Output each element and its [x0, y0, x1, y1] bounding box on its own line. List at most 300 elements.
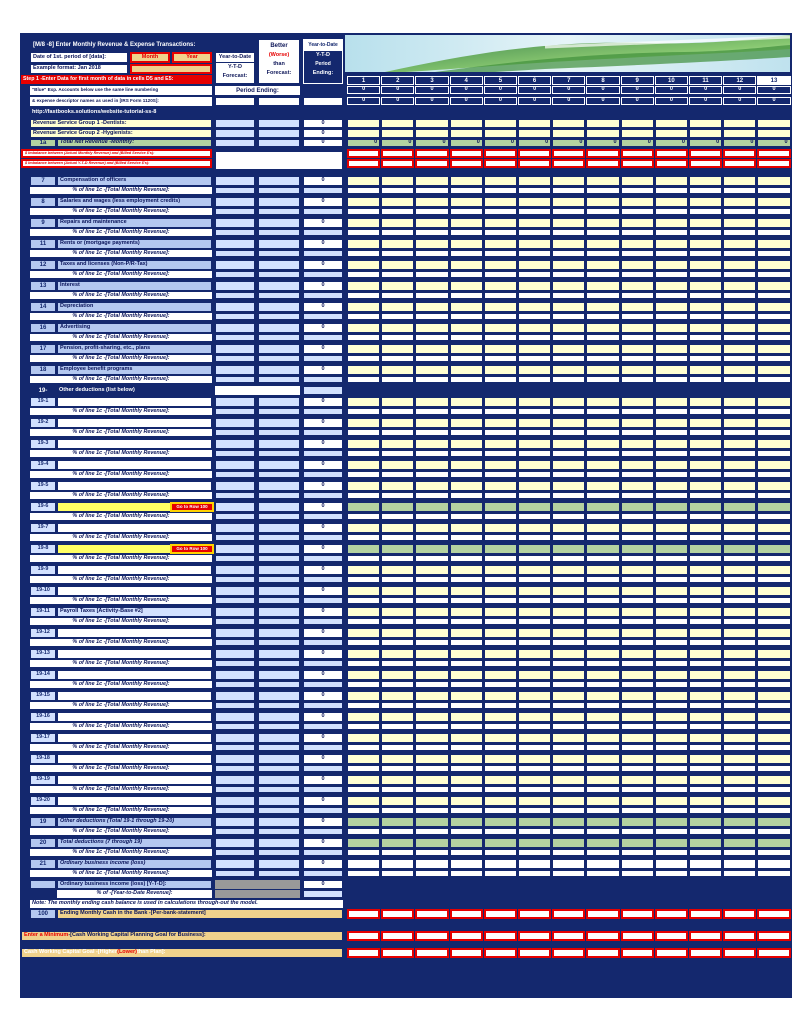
- expense-line-19-5-cell-3[interactable]: [415, 481, 448, 491]
- expense-line-19-17-cell-5[interactable]: [484, 733, 517, 743]
- expense-line-9-cell-6[interactable]: [518, 218, 551, 228]
- expense-line-19-14-cell-12[interactable]: [723, 670, 756, 680]
- expense-line-19-1-pct-cell-6[interactable]: [518, 408, 551, 415]
- expense-line-19-16-cell-12[interactable]: [723, 712, 756, 722]
- expense-line-19-19-pct-cell-7[interactable]: [552, 786, 585, 793]
- expense-line-18-pct-cell-12[interactable]: [723, 376, 756, 383]
- expense-line-12-cell-8[interactable]: [586, 260, 619, 270]
- expense-line-19-6-cell-12[interactable]: [723, 502, 756, 512]
- expense-line-14-pct-cell-3[interactable]: [415, 313, 448, 320]
- expense-line-19-11-pct-cell-11[interactable]: [689, 618, 722, 625]
- expense-line-8-pct-cell-6[interactable]: [518, 208, 551, 215]
- expense-line-9-pct-cell-5[interactable]: [484, 229, 517, 236]
- total-line-21-cell-13[interactable]: [757, 859, 790, 869]
- expense-line-19-3-pct-cell-7[interactable]: [552, 450, 585, 457]
- expense-line-19-2-pct-cell-6[interactable]: [518, 429, 551, 436]
- expense-line-16-pct-cell-1[interactable]: [347, 334, 380, 341]
- expense-line-19-1-cell-11[interactable]: [689, 397, 722, 407]
- expense-line-11-pct-cell-7[interactable]: [552, 250, 585, 257]
- expense-line-19-5-cell-8[interactable]: [586, 481, 619, 491]
- expense-line-19-11-cell-2[interactable]: [381, 607, 414, 617]
- expense-line-19-4-pct-cell-1[interactable]: [347, 471, 380, 478]
- expense-line-19-4-pct-cell-5[interactable]: [484, 471, 517, 478]
- expense-line-19-2-cell-10[interactable]: [655, 418, 688, 428]
- expense-line-19-11-cell-11[interactable]: [689, 607, 722, 617]
- expense-line-19-20-cell-8[interactable]: [586, 796, 619, 806]
- expense-line-19-3-pct-cell-5[interactable]: [484, 450, 517, 457]
- expense-line-18-pct-cell-11[interactable]: [689, 376, 722, 383]
- total-line-19-pct-cell-8[interactable]: [586, 828, 619, 835]
- expense-line-19-11-cell-1[interactable]: [347, 607, 380, 617]
- total-line-20-cell-10[interactable]: [655, 838, 688, 848]
- expense-line-16-cell-6[interactable]: [518, 323, 551, 333]
- expense-line-19-18-cell-4[interactable]: [450, 754, 483, 764]
- expense-line-19-5-pct-cell-8[interactable]: [586, 492, 619, 499]
- expense-line-19-10-pct-cell-9[interactable]: [621, 597, 654, 604]
- expense-line-19-14-pct-cell-12[interactable]: [723, 681, 756, 688]
- expense-line-17-pct-cell-12[interactable]: [723, 355, 756, 362]
- expense-line-19-17-cell-4[interactable]: [450, 733, 483, 743]
- expense-line-19-7-cell-1[interactable]: [347, 523, 380, 533]
- expense-line-19-11-cell-9[interactable]: [621, 607, 654, 617]
- expense-line-9-cell-8[interactable]: [586, 218, 619, 228]
- expense-line-11-pct-cell-4[interactable]: [450, 250, 483, 257]
- expense-line-14-cell-4[interactable]: [450, 302, 483, 312]
- expense-line-19-5-cell-4[interactable]: [450, 481, 483, 491]
- expense-line-19-9-cell-2[interactable]: [381, 565, 414, 575]
- expense-line-19-13-cell-1[interactable]: [347, 649, 380, 659]
- total-line-20-pct-cell-3[interactable]: [415, 849, 448, 856]
- expense-line-19-9-cell-11[interactable]: [689, 565, 722, 575]
- expense-line-19-11-pct-cell-12[interactable]: [723, 618, 756, 625]
- expense-line-12-pct-cell-2[interactable]: [381, 271, 414, 278]
- expense-line-19-15-cell-1[interactable]: [347, 691, 380, 701]
- expense-line-13-pct-cell-8[interactable]: [586, 292, 619, 299]
- min-cash-goal-cell-1[interactable]: [347, 931, 380, 941]
- expense-line-19-20-cell-9[interactable]: [621, 796, 654, 806]
- expense-line-12-cell-11[interactable]: [689, 260, 722, 270]
- expense-line-19-14-pct-cell-5[interactable]: [484, 681, 517, 688]
- expense-line-19-7-pct-cell-6[interactable]: [518, 534, 551, 541]
- expense-line-19-18-cell-12[interactable]: [723, 754, 756, 764]
- expense-line-8-cell-11[interactable]: [689, 197, 722, 207]
- expense-line-19-14-pct-cell-9[interactable]: [621, 681, 654, 688]
- expense-line-19-1-cell-10[interactable]: [655, 397, 688, 407]
- expense-line-19-8-pct-cell-10[interactable]: [655, 555, 688, 562]
- expense-line-9-cell-13[interactable]: [757, 218, 790, 228]
- expense-line-19-13-pct-cell-5[interactable]: [484, 660, 517, 667]
- expense-line-18-pct-cell-6[interactable]: [518, 376, 551, 383]
- revenue-group1-cell-4[interactable]: [450, 119, 483, 128]
- expense-line-19-6-cell-11[interactable]: [689, 502, 722, 512]
- expense-line-19-12-cell-1[interactable]: [347, 628, 380, 638]
- line-100-cell-3[interactable]: [415, 909, 448, 919]
- expense-line-12-pct-cell-5[interactable]: [484, 271, 517, 278]
- expense-line-19-14-cell-11[interactable]: [689, 670, 722, 680]
- expense-line-7-cell-13[interactable]: [757, 176, 790, 186]
- expense-line-18-cell-3[interactable]: [415, 365, 448, 375]
- expense-line-19-9-cell-8[interactable]: [586, 565, 619, 575]
- expense-line-19-20-pct-cell-4[interactable]: [450, 807, 483, 814]
- expense-line-12-cell-9[interactable]: [621, 260, 654, 270]
- expense-line-11-cell-7[interactable]: [552, 239, 585, 249]
- revenue-group2-cell-4[interactable]: [450, 129, 483, 138]
- expense-line-19-3-pct-cell-9[interactable]: [621, 450, 654, 457]
- min-cash-goal-cell-3[interactable]: [415, 931, 448, 941]
- expense-line-19-5-pct-cell-7[interactable]: [552, 492, 585, 499]
- expense-line-11-cell-9[interactable]: [621, 239, 654, 249]
- date-entry-cell[interactable]: [130, 64, 212, 74]
- expense-line-12-pct-cell-7[interactable]: [552, 271, 585, 278]
- expense-line-14-pct-cell-13[interactable]: [757, 313, 790, 320]
- expense-line-8-cell-12[interactable]: [723, 197, 756, 207]
- expense-line-19-4-pct-cell-7[interactable]: [552, 471, 585, 478]
- expense-line-19-5-cell-1[interactable]: [347, 481, 380, 491]
- expense-line-17-cell-8[interactable]: [586, 344, 619, 354]
- expense-line-7-cell-6[interactable]: [518, 176, 551, 186]
- expense-line-19-4-cell-6[interactable]: [518, 460, 551, 470]
- expense-line-19-6-goto-button[interactable]: Go to Row 100: [170, 502, 214, 512]
- expense-line-19-16-pct-cell-6[interactable]: [518, 723, 551, 730]
- expense-line-19-20-pct-cell-2[interactable]: [381, 807, 414, 814]
- expense-line-19-16-pct-cell-13[interactable]: [757, 723, 790, 730]
- expense-line-19-9-cell-1[interactable]: [347, 565, 380, 575]
- expense-line-19-15-pct-cell-13[interactable]: [757, 702, 790, 709]
- expense-line-19-8-cell-8[interactable]: [586, 544, 619, 554]
- expense-line-19-12-pct-cell-12[interactable]: [723, 639, 756, 646]
- revenue-group1-cell-13[interactable]: [757, 119, 790, 128]
- expense-line-13-pct-cell-5[interactable]: [484, 292, 517, 299]
- expense-line-19-1-label[interactable]: [57, 397, 212, 407]
- expense-line-19-2-pct-cell-5[interactable]: [484, 429, 517, 436]
- expense-line-14-pct-cell-9[interactable]: [621, 313, 654, 320]
- expense-line-18-pct-cell-10[interactable]: [655, 376, 688, 383]
- total-line-21-pct-cell-13[interactable]: [757, 870, 790, 877]
- expense-line-19-16-cell-8[interactable]: [586, 712, 619, 722]
- expense-line-8-pct-cell-4[interactable]: [450, 208, 483, 215]
- expense-line-19-16-label[interactable]: [57, 712, 212, 722]
- expense-line-7-pct-cell-13[interactable]: [757, 187, 790, 194]
- expense-line-19-11-pct-cell-3[interactable]: [415, 618, 448, 625]
- expense-line-9-cell-9[interactable]: [621, 218, 654, 228]
- expense-line-11-cell-5[interactable]: [484, 239, 517, 249]
- expense-line-8-cell-5[interactable]: [484, 197, 517, 207]
- expense-line-9-cell-5[interactable]: [484, 218, 517, 228]
- cash-goal-cell-11[interactable]: [689, 948, 722, 958]
- expense-line-19-9-label[interactable]: [57, 565, 212, 575]
- expense-line-19-15-pct-cell-10[interactable]: [655, 702, 688, 709]
- expense-line-19-11-cell-3[interactable]: [415, 607, 448, 617]
- expense-line-9-cell-1[interactable]: [347, 218, 380, 228]
- expense-line-19-13-label[interactable]: [57, 649, 212, 659]
- expense-line-19-9-pct-cell-8[interactable]: [586, 576, 619, 583]
- expense-line-19-18-pct-cell-8[interactable]: [586, 765, 619, 772]
- total-line-21-pct-cell-1[interactable]: [347, 870, 380, 877]
- expense-line-17-pct-cell-1[interactable]: [347, 355, 380, 362]
- expense-line-19-14-pct-cell-10[interactable]: [655, 681, 688, 688]
- expense-line-16-pct-cell-9[interactable]: [621, 334, 654, 341]
- expense-line-19-15-cell-12[interactable]: [723, 691, 756, 701]
- total-line-21-cell-6[interactable]: [518, 859, 551, 869]
- total-line-20-pct-cell-11[interactable]: [689, 849, 722, 856]
- expense-line-18-cell-1[interactable]: [347, 365, 380, 375]
- imbalance-monthly-cell-2[interactable]: [381, 149, 414, 158]
- expense-line-19-10-pct-cell-6[interactable]: [518, 597, 551, 604]
- expense-line-9-cell-7[interactable]: [552, 218, 585, 228]
- expense-line-14-pct-cell-10[interactable]: [655, 313, 688, 320]
- expense-line-19-15-cell-9[interactable]: [621, 691, 654, 701]
- expense-line-19-8-pct-cell-13[interactable]: [757, 555, 790, 562]
- imbalance-ytd-cell-7[interactable]: [552, 159, 585, 168]
- cash-goal-cell-8[interactable]: [586, 948, 619, 958]
- expense-line-19-13-cell-12[interactable]: [723, 649, 756, 659]
- total-line-19-cell-3[interactable]: [415, 817, 448, 827]
- expense-line-19-9-pct-cell-7[interactable]: [552, 576, 585, 583]
- expense-line-19-3-cell-5[interactable]: [484, 439, 517, 449]
- expense-line-19-9-pct-cell-1[interactable]: [347, 576, 380, 583]
- expense-line-19-9-cell-5[interactable]: [484, 565, 517, 575]
- expense-line-17-cell-11[interactable]: [689, 344, 722, 354]
- total-line-19-pct-cell-2[interactable]: [381, 828, 414, 835]
- min-cash-goal-cell-9[interactable]: [621, 931, 654, 941]
- year-input[interactable]: Year: [172, 52, 212, 63]
- expense-line-8-cell-13[interactable]: [757, 197, 790, 207]
- total-line-20-cell-5[interactable]: [484, 838, 517, 848]
- expense-line-19-7-cell-5[interactable]: [484, 523, 517, 533]
- expense-line-7-pct-cell-7[interactable]: [552, 187, 585, 194]
- expense-line-8-cell-4[interactable]: [450, 197, 483, 207]
- expense-line-13-cell-7[interactable]: [552, 281, 585, 291]
- line-100-cell-13[interactable]: [757, 909, 790, 919]
- expense-line-19-6-cell-10[interactable]: [655, 502, 688, 512]
- expense-line-16-pct-cell-11[interactable]: [689, 334, 722, 341]
- expense-line-19-14-pct-cell-2[interactable]: [381, 681, 414, 688]
- expense-line-8-pct-cell-10[interactable]: [655, 208, 688, 215]
- expense-line-19-19-pct-cell-6[interactable]: [518, 786, 551, 793]
- expense-line-19-8-pct-cell-8[interactable]: [586, 555, 619, 562]
- expense-line-9-pct-cell-11[interactable]: [689, 229, 722, 236]
- expense-line-19-10-cell-11[interactable]: [689, 586, 722, 596]
- total-line-19-pct-cell-12[interactable]: [723, 828, 756, 835]
- expense-line-7-cell-8[interactable]: [586, 176, 619, 186]
- expense-line-19-20-cell-6[interactable]: [518, 796, 551, 806]
- line-100-cell-8[interactable]: [586, 909, 619, 919]
- expense-line-19-5-pct-cell-2[interactable]: [381, 492, 414, 499]
- revenue-group2-cell-10[interactable]: [655, 129, 688, 138]
- expense-line-19-3-cell-13[interactable]: [757, 439, 790, 449]
- expense-line-14-pct-cell-4[interactable]: [450, 313, 483, 320]
- month-input[interactable]: Month: [130, 52, 170, 63]
- expense-line-19-2-cell-4[interactable]: [450, 418, 483, 428]
- expense-line-19-2-pct-cell-1[interactable]: [347, 429, 380, 436]
- expense-line-19-1-pct-cell-4[interactable]: [450, 408, 483, 415]
- expense-line-19-14-cell-10[interactable]: [655, 670, 688, 680]
- expense-line-8-cell-10[interactable]: [655, 197, 688, 207]
- expense-line-19-15-cell-13[interactable]: [757, 691, 790, 701]
- total-line-19-cell-1[interactable]: [347, 817, 380, 827]
- imbalance-ytd-cell-4[interactable]: [450, 159, 483, 168]
- expense-line-17-cell-5[interactable]: [484, 344, 517, 354]
- total-line-21-cell-11[interactable]: [689, 859, 722, 869]
- expense-line-19-2-pct-cell-12[interactable]: [723, 429, 756, 436]
- cash-goal-cell-5[interactable]: [484, 948, 517, 958]
- expense-line-19-16-cell-5[interactable]: [484, 712, 517, 722]
- expense-line-18-cell-4[interactable]: [450, 365, 483, 375]
- expense-line-19-17-cell-10[interactable]: [655, 733, 688, 743]
- expense-line-19-16-pct-cell-12[interactable]: [723, 723, 756, 730]
- total-line-20-cell-4[interactable]: [450, 838, 483, 848]
- expense-line-19-10-pct-cell-10[interactable]: [655, 597, 688, 604]
- expense-line-19-11-pct-cell-13[interactable]: [757, 618, 790, 625]
- total-line-21-pct-cell-12[interactable]: [723, 870, 756, 877]
- cash-goal-cell-4[interactable]: [450, 948, 483, 958]
- expense-line-19-14-pct-cell-3[interactable]: [415, 681, 448, 688]
- expense-line-19-17-cell-7[interactable]: [552, 733, 585, 743]
- expense-line-19-15-cell-2[interactable]: [381, 691, 414, 701]
- total-line-19-cell-9[interactable]: [621, 817, 654, 827]
- expense-line-19-18-pct-cell-3[interactable]: [415, 765, 448, 772]
- expense-line-19-3-cell-10[interactable]: [655, 439, 688, 449]
- expense-line-19-19-pct-cell-10[interactable]: [655, 786, 688, 793]
- expense-line-19-14-pct-cell-11[interactable]: [689, 681, 722, 688]
- expense-line-19-16-pct-cell-2[interactable]: [381, 723, 414, 730]
- expense-line-14-pct-cell-8[interactable]: [586, 313, 619, 320]
- expense-line-19-18-cell-3[interactable]: [415, 754, 448, 764]
- expense-line-19-6-pct-cell-10[interactable]: [655, 513, 688, 520]
- expense-line-19-19-cell-4[interactable]: [450, 775, 483, 785]
- expense-line-19-18-cell-9[interactable]: [621, 754, 654, 764]
- total-line-20-cell-11[interactable]: [689, 838, 722, 848]
- expense-line-17-cell-1[interactable]: [347, 344, 380, 354]
- expense-line-13-cell-10[interactable]: [655, 281, 688, 291]
- expense-line-11-pct-cell-3[interactable]: [415, 250, 448, 257]
- line-100-cell-9[interactable]: [621, 909, 654, 919]
- expense-line-19-11-cell-5[interactable]: [484, 607, 517, 617]
- expense-line-19-5-pct-cell-11[interactable]: [689, 492, 722, 499]
- expense-line-19-17-pct-cell-11[interactable]: [689, 744, 722, 751]
- expense-line-19-12-cell-4[interactable]: [450, 628, 483, 638]
- expense-line-13-cell-1[interactable]: [347, 281, 380, 291]
- expense-line-7-pct-cell-11[interactable]: [689, 187, 722, 194]
- expense-line-19-12-pct-cell-13[interactable]: [757, 639, 790, 646]
- expense-line-19-5-pct-cell-1[interactable]: [347, 492, 380, 499]
- expense-line-19-18-cell-13[interactable]: [757, 754, 790, 764]
- expense-line-19-12-cell-2[interactable]: [381, 628, 414, 638]
- expense-line-14-cell-8[interactable]: [586, 302, 619, 312]
- expense-line-19-17-pct-cell-8[interactable]: [586, 744, 619, 751]
- min-cash-goal-cell-7[interactable]: [552, 931, 585, 941]
- expense-line-19-6-pct-cell-2[interactable]: [381, 513, 414, 520]
- expense-line-13-cell-3[interactable]: [415, 281, 448, 291]
- expense-line-19-4-pct-cell-2[interactable]: [381, 471, 414, 478]
- expense-line-19-12-cell-3[interactable]: [415, 628, 448, 638]
- total-line-19-pct-cell-11[interactable]: [689, 828, 722, 835]
- expense-line-7-pct-cell-4[interactable]: [450, 187, 483, 194]
- expense-line-7-cell-9[interactable]: [621, 176, 654, 186]
- total-line-21-cell-7[interactable]: [552, 859, 585, 869]
- expense-line-19-3-cell-3[interactable]: [415, 439, 448, 449]
- expense-line-19-11-cell-12[interactable]: [723, 607, 756, 617]
- total-line-21-cell-4[interactable]: [450, 859, 483, 869]
- total-line-19-cell-5[interactable]: [484, 817, 517, 827]
- expense-line-19-12-cell-12[interactable]: [723, 628, 756, 638]
- expense-line-19-3-cell-6[interactable]: [518, 439, 551, 449]
- expense-line-19-4-label[interactable]: [57, 460, 212, 470]
- expense-line-19-2-pct-cell-4[interactable]: [450, 429, 483, 436]
- expense-line-19-7-cell-6[interactable]: [518, 523, 551, 533]
- expense-line-19-2-pct-cell-3[interactable]: [415, 429, 448, 436]
- expense-line-19-8-pct-cell-6[interactable]: [518, 555, 551, 562]
- expense-line-19-4-cell-1[interactable]: [347, 460, 380, 470]
- min-cash-goal-cell-4[interactable]: [450, 931, 483, 941]
- expense-line-19-2-pct-cell-11[interactable]: [689, 429, 722, 436]
- expense-line-13-cell-8[interactable]: [586, 281, 619, 291]
- expense-line-18-cell-7[interactable]: [552, 365, 585, 375]
- expense-line-19-20-cell-2[interactable]: [381, 796, 414, 806]
- expense-line-19-9-pct-cell-6[interactable]: [518, 576, 551, 583]
- cash-goal-cell-12[interactable]: [723, 948, 756, 958]
- expense-line-19-17-cell-6[interactable]: [518, 733, 551, 743]
- expense-line-19-12-pct-cell-5[interactable]: [484, 639, 517, 646]
- total-line-20-pct-cell-10[interactable]: [655, 849, 688, 856]
- expense-line-19-12-pct-cell-3[interactable]: [415, 639, 448, 646]
- expense-line-19-10-pct-cell-7[interactable]: [552, 597, 585, 604]
- expense-line-19-8-cell-13[interactable]: [757, 544, 790, 554]
- expense-line-19-8-cell-5[interactable]: [484, 544, 517, 554]
- expense-line-19-19-cell-1[interactable]: [347, 775, 380, 785]
- total-line-19-cell-11[interactable]: [689, 817, 722, 827]
- expense-line-19-14-cell-2[interactable]: [381, 670, 414, 680]
- expense-line-19-3-pct-cell-1[interactable]: [347, 450, 380, 457]
- expense-line-19-4-cell-9[interactable]: [621, 460, 654, 470]
- expense-line-19-2-pct-cell-10[interactable]: [655, 429, 688, 436]
- expense-line-19-10-pct-cell-4[interactable]: [450, 597, 483, 604]
- expense-line-19-20-pct-cell-1[interactable]: [347, 807, 380, 814]
- expense-line-19-1-cell-5[interactable]: [484, 397, 517, 407]
- expense-line-19-7-pct-cell-5[interactable]: [484, 534, 517, 541]
- total-line-19-cell-13[interactable]: [757, 817, 790, 827]
- imbalance-monthly-cell-4[interactable]: [450, 149, 483, 158]
- expense-line-18-cell-6[interactable]: [518, 365, 551, 375]
- expense-line-9-pct-cell-6[interactable]: [518, 229, 551, 236]
- expense-line-19-2-cell-13[interactable]: [757, 418, 790, 428]
- expense-line-19-4-pct-cell-9[interactable]: [621, 471, 654, 478]
- expense-line-13-pct-cell-7[interactable]: [552, 292, 585, 299]
- expense-line-19-7-pct-cell-9[interactable]: [621, 534, 654, 541]
- expense-line-14-cell-5[interactable]: [484, 302, 517, 312]
- expense-line-19-12-pct-cell-10[interactable]: [655, 639, 688, 646]
- expense-line-19-11-label[interactable]: Payroll Taxes [Activity-Base #2]: [57, 607, 212, 617]
- expense-line-19-17-pct-cell-4[interactable]: [450, 744, 483, 751]
- imbalance-monthly-cell-7[interactable]: [552, 149, 585, 158]
- expense-line-19-17-pct-cell-12[interactable]: [723, 744, 756, 751]
- expense-line-14-cell-2[interactable]: [381, 302, 414, 312]
- expense-line-16-cell-10[interactable]: [655, 323, 688, 333]
- expense-line-19-9-cell-6[interactable]: [518, 565, 551, 575]
- expense-line-19-10-pct-cell-1[interactable]: [347, 597, 380, 604]
- expense-line-19-7-cell-3[interactable]: [415, 523, 448, 533]
- expense-line-19-20-pct-cell-11[interactable]: [689, 807, 722, 814]
- expense-line-8-cell-2[interactable]: [381, 197, 414, 207]
- expense-line-19-6-cell-5[interactable]: [484, 502, 517, 512]
- expense-line-17-pct-cell-8[interactable]: [586, 355, 619, 362]
- expense-line-19-16-pct-cell-5[interactable]: [484, 723, 517, 730]
- expense-line-19-7-pct-cell-7[interactable]: [552, 534, 585, 541]
- tutorial-link[interactable]: http://fastbooks.solutions/website-tutorial-ss-8: [30, 108, 212, 117]
- expense-line-11-pct-cell-1[interactable]: [347, 250, 380, 257]
- revenue-group2-cell-8[interactable]: [586, 129, 619, 138]
- expense-line-19-13-pct-cell-8[interactable]: [586, 660, 619, 667]
